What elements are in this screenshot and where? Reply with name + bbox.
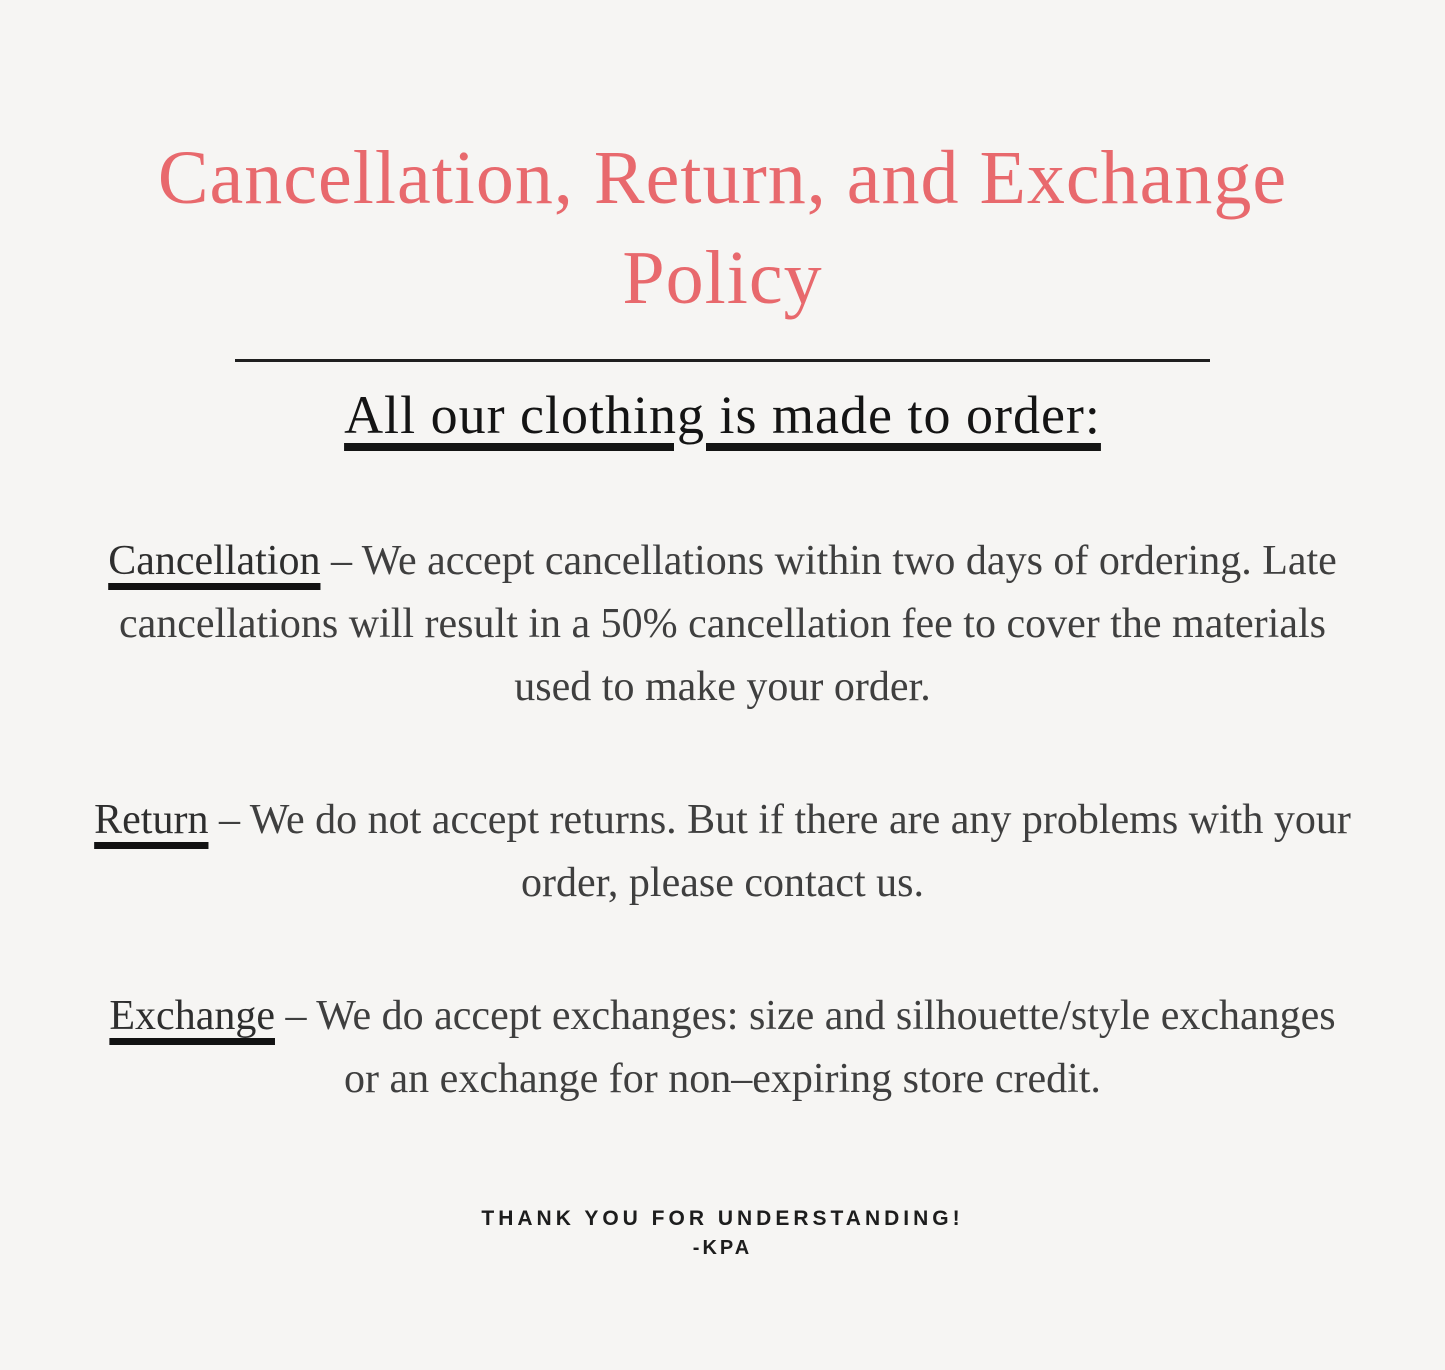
exchange-term: Exchange — [109, 992, 275, 1039]
cancellation-term: Cancellation — [108, 537, 321, 584]
cancellation-policy-text: – We accept cancellations within two days of ordering. Late cancellations will result in a 50% cancellation fee to cover the materials used to make your order. — [118, 537, 1337, 710]
exchange-policy-text: – We do accept exchanges: size and silhouette/style exchanges or an exchange for non–expiring store credit. — [285, 992, 1336, 1102]
exchange-policy-paragraph — [88, 985, 1358, 1111]
thank-you-note: THANK YOU FOR UNDERSTANDING! — [481, 1206, 964, 1230]
page-title: Cancellation, Return, and Exchange Policy — [157, 136, 1288, 321]
cancellation-policy-paragraph — [88, 530, 1358, 719]
made-to-order-heading: All our clothing is made to order: — [344, 384, 1101, 445]
footer — [481, 1207, 963, 1260]
signature: -KPA — [692, 1236, 753, 1259]
return-policy-text: – We do not accept returns. But if there are any problems with your order, please contact us. — [218, 796, 1351, 906]
return-policy-paragraph — [88, 789, 1358, 915]
return-term: Return — [94, 796, 209, 843]
title-divider — [235, 359, 1210, 362]
